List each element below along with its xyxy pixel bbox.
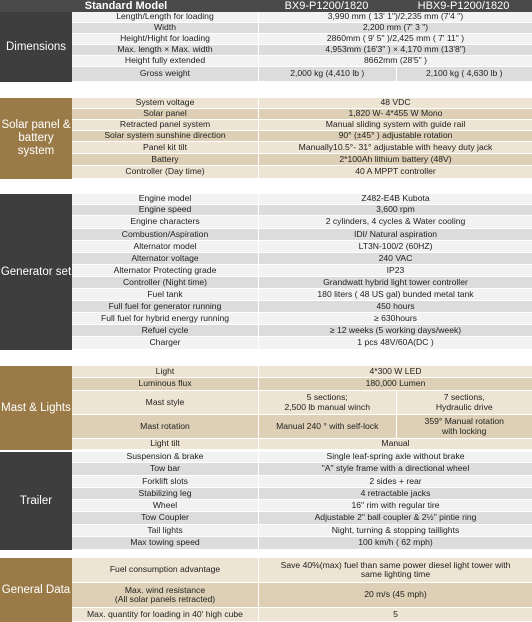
spec-row (72, 216, 532, 229)
spec-row (72, 608, 532, 622)
spec-label: Solar system sunshine direction (104, 130, 226, 141)
spec-value: Manually10.5°- 31° adjustable with heavy duty jack (258, 142, 532, 153)
spec-value: 2*100Ah lithium battery (48V) (258, 154, 532, 165)
spec-value: ≥ 12 weeks (5 working days/week) (258, 325, 532, 336)
spec-label: Charger (149, 337, 181, 348)
spec-row (72, 325, 532, 337)
section-title: Dimensions (0, 12, 72, 82)
spec-row (72, 154, 532, 166)
spec-value: 3,990 mm ( 13' 1")/2,235 mm (7'4 ") (258, 12, 532, 22)
spec-row (72, 463, 532, 476)
spec-row (72, 525, 532, 537)
spec-value: 2 cylinders, 4 cycles & Water cooling (258, 216, 532, 228)
spec-label: Solar panel (143, 108, 187, 119)
spec-label: Engine model (138, 193, 192, 204)
spec-row (72, 415, 532, 439)
spec-value: 4 retractable jacks (258, 488, 532, 499)
spec-label: Engine speed (138, 204, 192, 215)
spec-value: Manual sliding system with guide rail (258, 120, 532, 130)
spec-row (72, 67, 532, 82)
spec-label: Engine characters (130, 216, 200, 227)
spec-row (72, 98, 532, 109)
spec-value: 40 A MPPT controller (258, 166, 532, 178)
spec-label: Width (154, 22, 176, 33)
spec-label: Light (155, 365, 175, 376)
spec-label: Height/Hight for loading (120, 33, 210, 44)
section-title: General Data (0, 558, 72, 622)
spec-label: Tail lights (147, 524, 183, 535)
spec-label: Controller (Night time) (122, 276, 208, 287)
spec-value: 20 m/s (45 mph) (258, 583, 532, 607)
spec-row (72, 537, 532, 550)
spec-value: 100 km/h ( 62 mph) (258, 537, 532, 549)
spec-row (72, 142, 532, 154)
spec-value: LT3N-100/2 (60HZ) (258, 241, 532, 252)
spec-value: Grandwatt hybrid light tower controller (258, 277, 532, 288)
spec-value: 4*300 W LED (258, 366, 532, 377)
spec-value: "A" style frame with a directional wheel (258, 463, 532, 475)
spec-row (72, 289, 532, 301)
spec-value: 8662mm (28'5" ) (258, 56, 532, 66)
spec-value: 4,953mm (16'3" ) × 4,170 mm (13'8") (258, 45, 532, 55)
spec-row (72, 166, 532, 179)
spec-value: 180 liters ( 48 US gal) bunded metal tank (258, 289, 532, 300)
spec-label: Max towing speed (130, 537, 200, 548)
spec-row (72, 131, 532, 142)
spec-row (72, 265, 532, 277)
spec-label: Max. wind resistance (All solar panels retracted) (114, 584, 216, 604)
spec-value: 240 VAC (258, 253, 532, 264)
section-title: Trailer (0, 452, 72, 550)
spec-label: Tow Coupler (141, 512, 189, 523)
spec-label: Retracted panel system (119, 119, 211, 130)
spec-label: Light tilt (150, 438, 180, 449)
spec-value-a: Manual 240 ° with self-lock (276, 420, 379, 431)
spec-value: Adjustable 2" ball coupler & 2½" pintie ring (258, 512, 532, 524)
spec-value: 90° (±45° ) adjustable rotation (258, 131, 532, 141)
section-title: Solar panel & battery system (0, 98, 72, 179)
spec-label: Fuel tank (147, 288, 183, 299)
spec-value (258, 67, 532, 81)
spec-label: Combustion/Aspiration (121, 228, 209, 239)
spec-row (72, 241, 532, 253)
spec-label: Length/Length for loading (116, 11, 214, 22)
spec-value (258, 415, 532, 438)
spec-value-b: 7 sections, Hydraulic drive (396, 391, 532, 414)
spec-row (72, 253, 532, 265)
spec-row (72, 337, 532, 350)
spec-value: 2,200 mm (7' 3 ") (258, 23, 532, 33)
spec-value: 2860mm ( 9' 5" )/2,425 mm ( 7' 11" ) (258, 34, 532, 44)
spec-label: Stabilizing leg (138, 487, 192, 498)
spec-value: Single leaf-spring axle without brake (258, 452, 532, 462)
spec-label: Mast rotation (140, 420, 190, 431)
spec-row (72, 56, 532, 67)
spec-row (72, 391, 532, 415)
spec-label: Alternator Protecting grade (113, 264, 217, 275)
spec-row (72, 378, 532, 391)
spec-value: ≥ 630hours (258, 313, 532, 324)
spec-label: Alternator voltage (131, 252, 199, 263)
spec-value: Manual (258, 439, 532, 449)
spec-value-a: 2,000 kg (4,410 lb ) (290, 68, 365, 79)
spec-label: Height fully extended (124, 55, 206, 66)
spec-row (72, 476, 532, 488)
spec-row (72, 488, 532, 500)
spec-row (72, 366, 532, 378)
spec-value: 450 hours (258, 301, 532, 312)
spec-row (72, 500, 532, 512)
spec-value: IDI/ Natural aspiration (258, 229, 532, 240)
spec-label: Wheel (152, 499, 178, 510)
spec-value: 3,600 rpm (258, 205, 532, 215)
spec-row (72, 439, 532, 450)
spec-row (72, 558, 532, 583)
spec-label: Panel kit tilt (143, 141, 187, 152)
spec-value: 1,820 W- 4*455 W Mono (258, 109, 532, 119)
spec-row (72, 205, 532, 216)
spec-value-b: 2,100 kg ( 4,630 lb ) (396, 67, 532, 81)
spec-label: Full fuel for generator running (108, 300, 222, 311)
spec-label: Max. length × Max. width (117, 44, 213, 55)
spec-label: Tow bar (149, 463, 181, 474)
spec-label: Controller (Day time) (125, 166, 205, 177)
spec-label: Mast style (145, 396, 185, 407)
spec-row (72, 12, 532, 23)
spec-row (72, 583, 532, 608)
spec-row (72, 313, 532, 325)
spec-label: Suspension & brake (126, 451, 204, 462)
spec-label: Alternator model (133, 240, 197, 251)
section-title: Mast & Lights (0, 366, 72, 450)
spec-value: 48 VDC (258, 98, 532, 108)
spec-value (258, 391, 532, 414)
table-header (0, 0, 532, 12)
spec-value: 2 sides + rear (258, 476, 532, 487)
spec-label: Forklift slots (142, 475, 188, 486)
model-a-heading: BX9-P1200/1820 (284, 0, 369, 12)
model-label: Standard Model (84, 0, 168, 12)
spec-label: Refuel cycle (141, 324, 189, 335)
section-title: Generator set (0, 194, 72, 350)
spec-row (72, 452, 532, 463)
spec-row (72, 301, 532, 313)
spec-label: Fuel consumption advantage (109, 564, 221, 575)
spec-value: Night, turning & stopping taillights (258, 525, 532, 536)
spec-label: Max. quantity for loading in 40' high cube (87, 608, 243, 619)
spec-value: Z482-E4B Kubota (258, 194, 532, 204)
spec-label: Battery (151, 153, 179, 164)
spec-value-a: 5 sections; 2,500 lb manual winch (284, 392, 370, 412)
spec-label: Gross weight (139, 68, 191, 79)
spec-row (72, 277, 532, 289)
spec-value: 5 (258, 608, 532, 621)
spec-row (72, 512, 532, 525)
spec-value: 1 pcs 48V/60A(DC ) (258, 337, 532, 349)
spec-value-b: 359° Manual rotation with locking (396, 415, 532, 438)
model-b-heading: HBX9-P1200/1820 (417, 0, 510, 12)
spec-label: Luminous flux (138, 378, 192, 389)
spec-value: Save 40%(max) fuel than same power diesel light tower with same lighting time (258, 558, 532, 582)
spec-label: Full fuel for hybrid energy running (100, 312, 230, 323)
spec-value: 180,000 Lumen (258, 378, 532, 390)
spec-value: 16" rim with regular tire (258, 500, 532, 511)
spec-label: System voltage (135, 97, 195, 108)
spec-value: IP23 (258, 265, 532, 276)
spec-row (72, 229, 532, 241)
